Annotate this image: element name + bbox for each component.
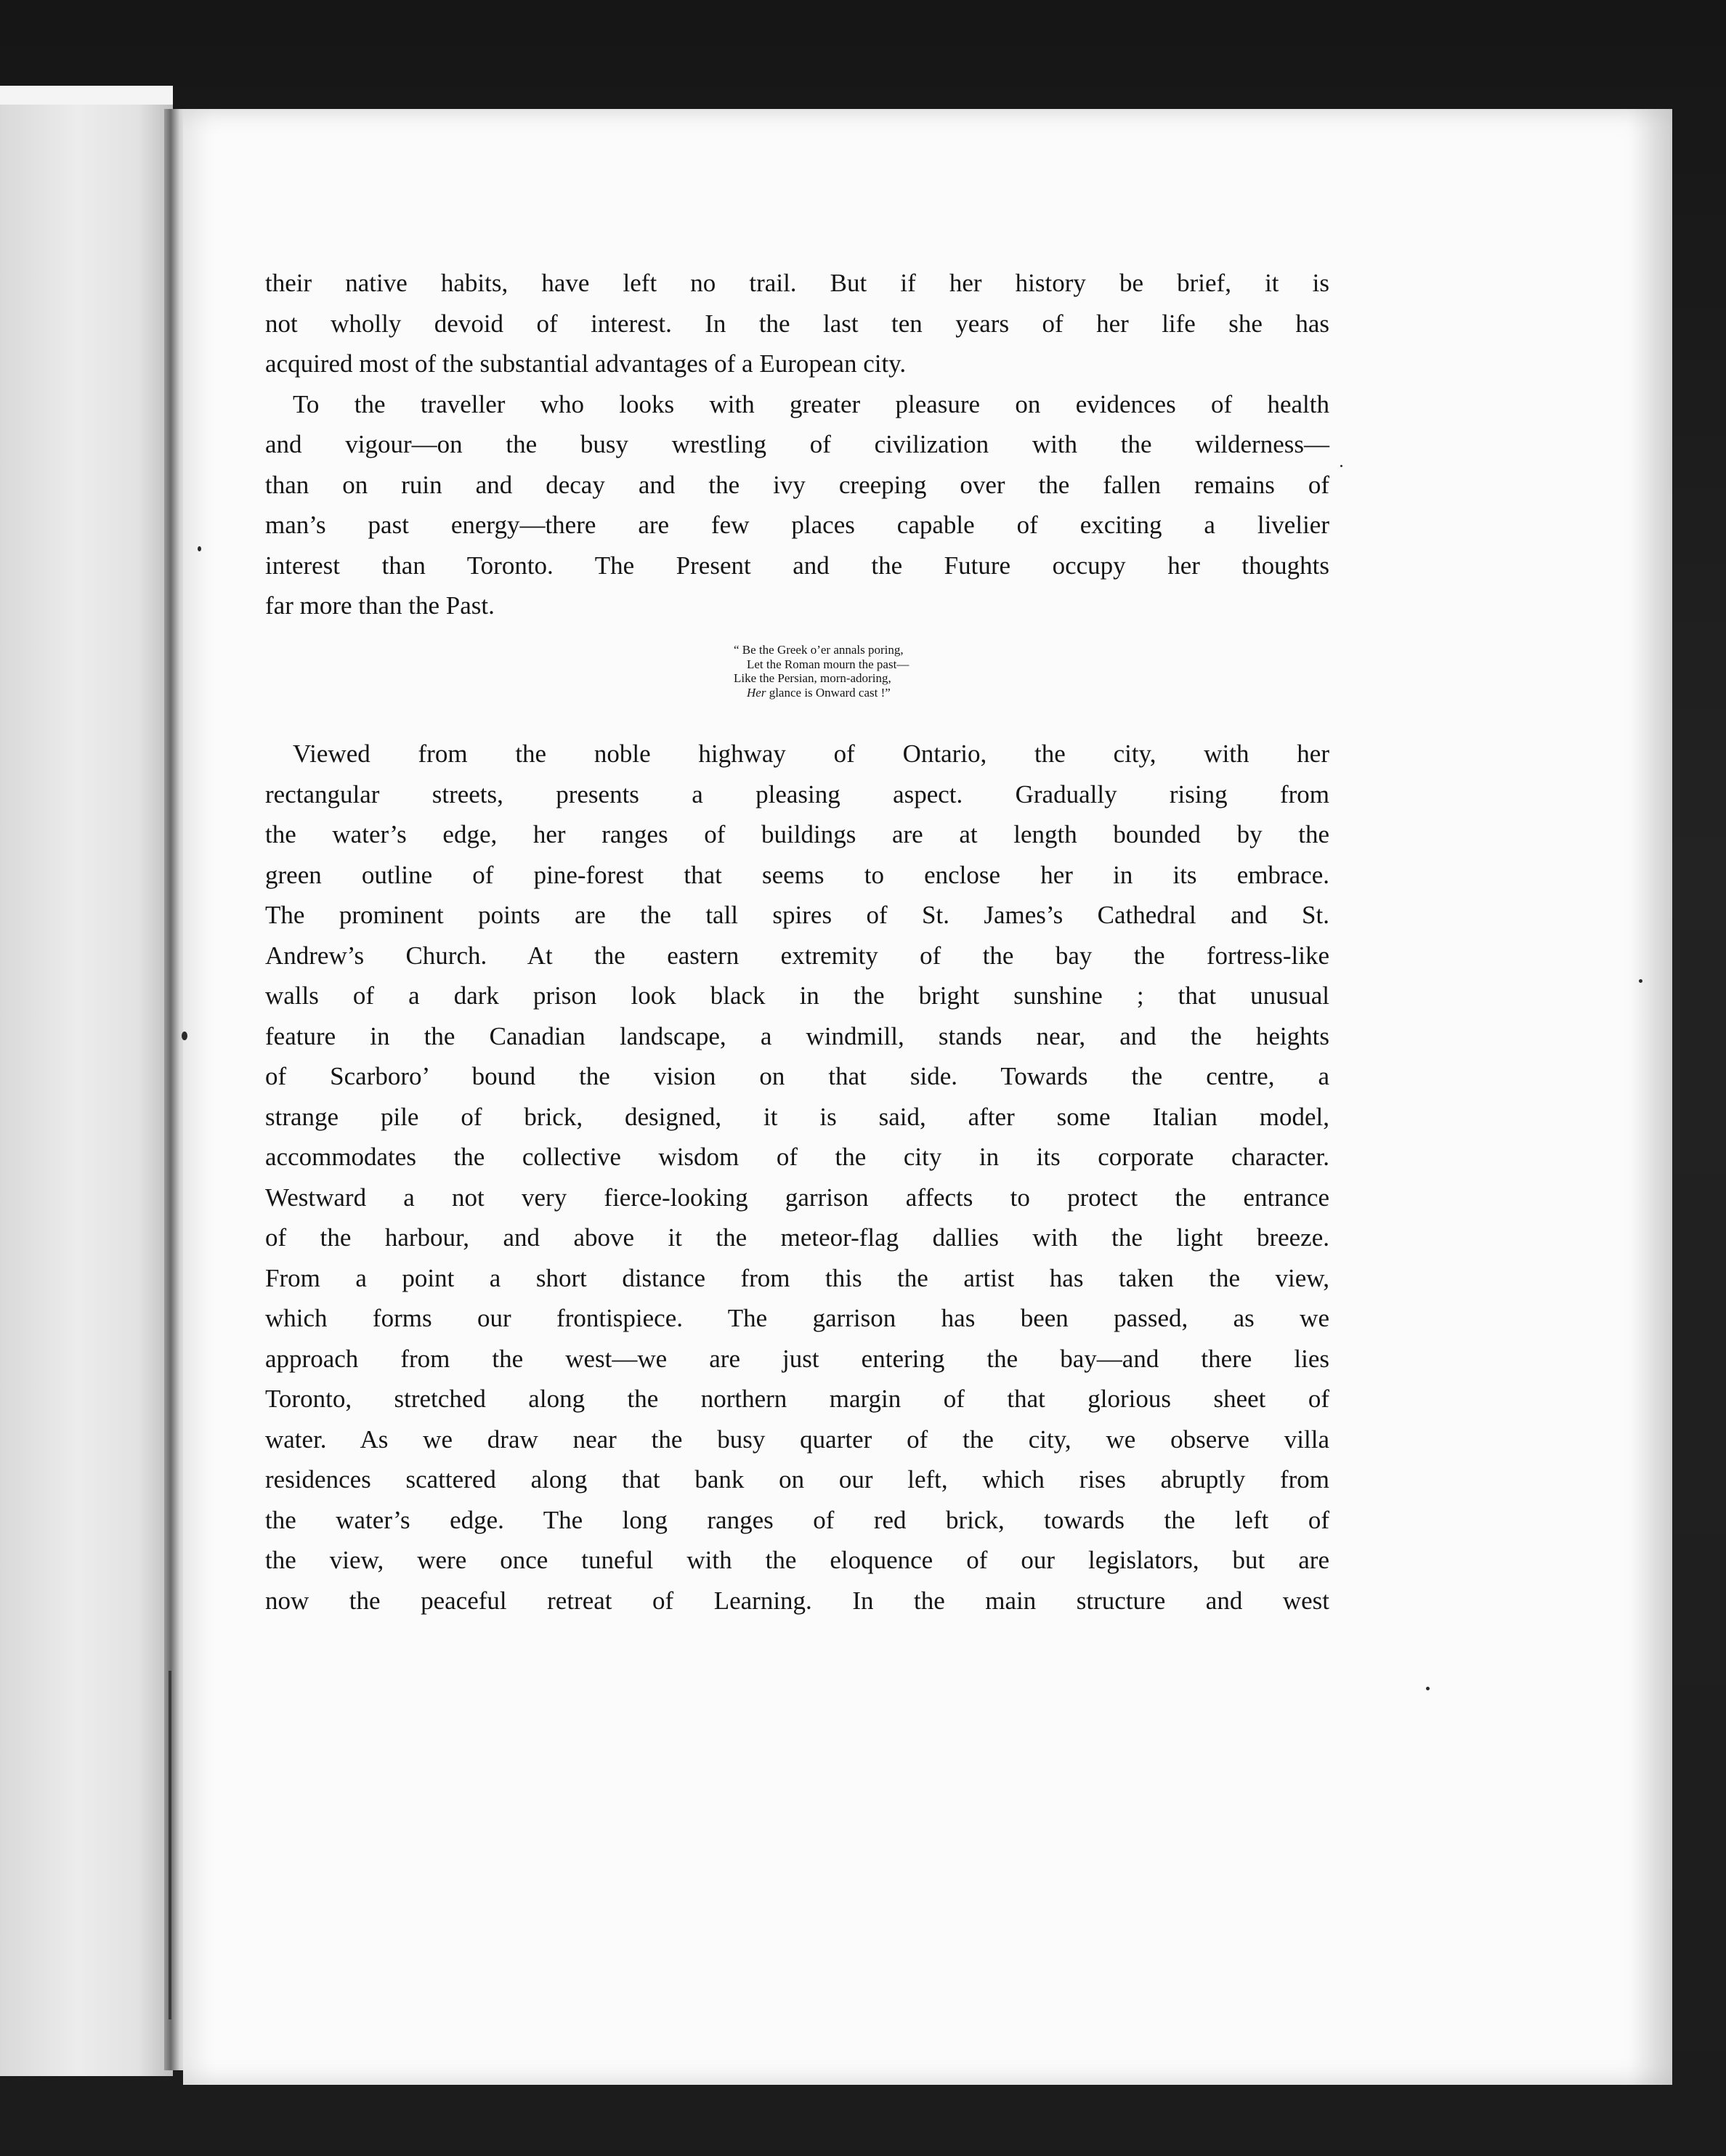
text-line: the water’s edge. The long ranges of red brick, towards the left of [265, 1505, 1329, 1534]
text-line: Toronto, stretched along the northern margin of that glorious sheet of [265, 1385, 1329, 1413]
paragraph-2 [265, 384, 1329, 626]
scan-speck [1426, 1687, 1430, 1690]
verse-italic-word: Her [747, 685, 766, 700]
text-line: their native habits, have left no trail. But if her history be brief, it is [265, 269, 1329, 297]
verse-line: Let the Roman mourn the past— [747, 657, 909, 671]
text-line: approach from the west—we are just entering the bay—and there lies [265, 1344, 1329, 1373]
binding-thread [169, 1671, 171, 2019]
scan-speck [1340, 465, 1342, 467]
facing-page [0, 86, 173, 2076]
verse-line: “ Be the Greek o’er annals poring, [734, 643, 904, 657]
facing-page-edge [0, 86, 173, 105]
page-shadow [1629, 109, 1672, 2085]
text-line: Andrew’s Church. At the eastern extremity of the bay the fortress-like [265, 941, 1329, 970]
text-line: walls of a dark prison look black in the bright sunshine ; that unusual [265, 981, 1329, 1010]
text-line: residences scattered along that bank on our left, which rises abruptly from [265, 1465, 1329, 1494]
text-line: Westward a not very fierce-looking garrison affects to protect the entrance [265, 1183, 1329, 1212]
verse-line: Like the Persian, morn-adoring, [734, 671, 891, 685]
text-line: now the peaceful retreat of Learning. In the main structure and west [265, 1586, 1329, 1615]
text-line: far more than the Past. [265, 591, 495, 620]
paragraph-3 [265, 734, 1329, 1621]
paragraph-1 [265, 263, 1329, 384]
verse-quotation [734, 643, 1068, 700]
text-line: The prominent points are the tall spires of St. James’s Cathedral and St. [265, 901, 1329, 929]
text-line: which forms our frontispiece. The garrison has been passed, as we [265, 1304, 1329, 1332]
text-line: water. As we draw near the busy quarter of the city, we observe villa [265, 1424, 1329, 1454]
text-line: the view, were once tuneful with the eloquence of our legislators, but are [265, 1546, 1329, 1574]
text-line: the water’s edge, her ranges of buildings are at length bounded by the [265, 820, 1329, 848]
text-line: not wholly devoid of interest. In the last ten years of her life she has [265, 309, 1329, 338]
text-line: Viewed from the noble highway of Ontario, the city, with her [293, 739, 1329, 768]
verse-line-rest: glance is Onward cast !” [766, 685, 891, 700]
scan-speck [198, 546, 201, 551]
text-line: than on ruin and decay and the ivy creeping over the fallen remains of [265, 470, 1329, 499]
text-line: strange pile of brick, designed, it is said, after some Italian model, [265, 1102, 1329, 1131]
text-line: man’s past energy—there are few places capable of exciting a livelier [265, 511, 1329, 539]
scan-speck [182, 1032, 187, 1040]
text-line: feature in the Canadian landscape, a windmill, stands near, and the heights [265, 1021, 1329, 1050]
text-line: acquired most of the substantial advantages of a European city. [265, 349, 907, 378]
text-line: accommodates the collective wisdom of the city in its corporate character. [265, 1143, 1329, 1171]
text-line: of Scarboro’ bound the vision on that side. Towards the centre, a [265, 1062, 1329, 1090]
verse-line [734, 686, 1068, 700]
text-line: To the traveller who looks with greater pleasure on evidences of health [293, 389, 1329, 418]
text-line: interest than Toronto. The Present and the Future occupy her thoughts [265, 551, 1329, 580]
text-line: green outline of pine-forest that seems to enclose her in its embrace. [265, 860, 1329, 889]
text-line: From a point a short distance from this the artist has taken the view, [265, 1263, 1329, 1292]
scan-speck [1639, 979, 1642, 983]
text-line: and vigour—on the busy wrestling of civilization with the wilderness— [265, 430, 1329, 458]
text-line: of the harbour, and above it the meteor-flag dallies with the light breeze. [265, 1223, 1329, 1252]
upper-text-block [265, 263, 1329, 626]
lower-text-block [265, 734, 1329, 1621]
text-line: rectangular streets, presents a pleasing aspect. Gradually rising from [265, 779, 1329, 808]
